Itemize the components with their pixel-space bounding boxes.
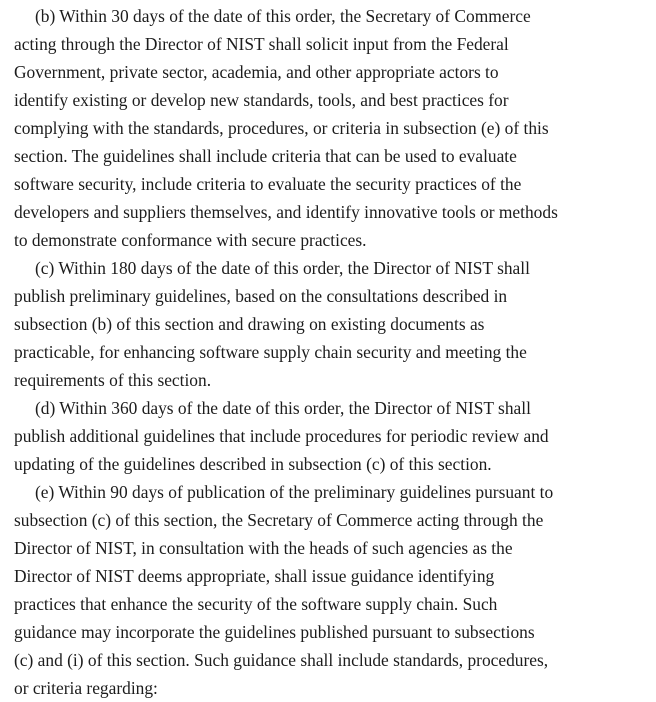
paragraph-line: practices that enhance the security of the software supply chain. Such — [14, 594, 498, 614]
paragraph-first-line: (e) Within 90 days of publication of the preliminary guidelines pursuant to — [35, 482, 554, 502]
paragraph-line: identify existing or develop new standards, tools, and best practices for — [14, 90, 509, 110]
paragraph-line: software security, include criteria to evaluate the security practices of the — [14, 174, 522, 194]
paragraph-line: updating of the guidelines described in subsection (c) of this section. — [14, 454, 492, 474]
paragraph-first-line: (d) Within 360 days of the date of this order, the Director of NIST shall — [35, 398, 531, 418]
paragraph-line: requirements of this section. — [14, 370, 212, 390]
paragraph-line: developers and suppliers themselves, and identify innovative tools or methods — [14, 202, 558, 222]
paragraph-line: guidance may incorporate the guidelines published pursuant to subsections — [14, 622, 535, 642]
paragraph-line: Director of NIST, in consultation with the heads of such agencies as the — [14, 538, 513, 558]
paragraph-line: Government, private sector, academia, and other appropriate actors to — [14, 62, 499, 82]
paragraph-line: (c) and (i) of this section. Such guidance shall include standards, procedures, — [14, 650, 549, 670]
paragraph-line: subsection (b) of this section and drawing on existing documents as — [14, 314, 485, 334]
paragraph-line: section. The guidelines shall include criteria that can be used to evaluate — [14, 146, 517, 166]
paragraph-line: or criteria regarding: — [14, 678, 158, 698]
paragraph-line: subsection (c) of this section, the Secretary of Commerce acting through the — [14, 510, 544, 530]
paragraph-first-line: (c) Within 180 days of the date of this order, the Director of NIST shall — [35, 258, 530, 278]
paragraph-line: publish additional guidelines that include procedures for periodic review and — [14, 426, 549, 446]
paragraph-line: complying with the standards, procedures, or criteria in subsection (e) of this — [14, 118, 549, 138]
paragraph-line: acting through the Director of NIST shall solicit input from the Federal — [14, 34, 509, 54]
paragraph-line: publish preliminary guidelines, based on the consultations described in — [14, 286, 508, 306]
paragraph-line: to demonstrate conformance with secure practices. — [14, 230, 367, 250]
paragraph-first-line: (b) Within 30 days of the date of this order, the Secretary of Commerce — [35, 6, 531, 26]
paragraph-line: practicable, for enhancing software supply chain security and meeting the — [14, 342, 527, 362]
paragraph-line: Director of NIST deems appropriate, shall issue guidance identifying — [14, 566, 495, 586]
